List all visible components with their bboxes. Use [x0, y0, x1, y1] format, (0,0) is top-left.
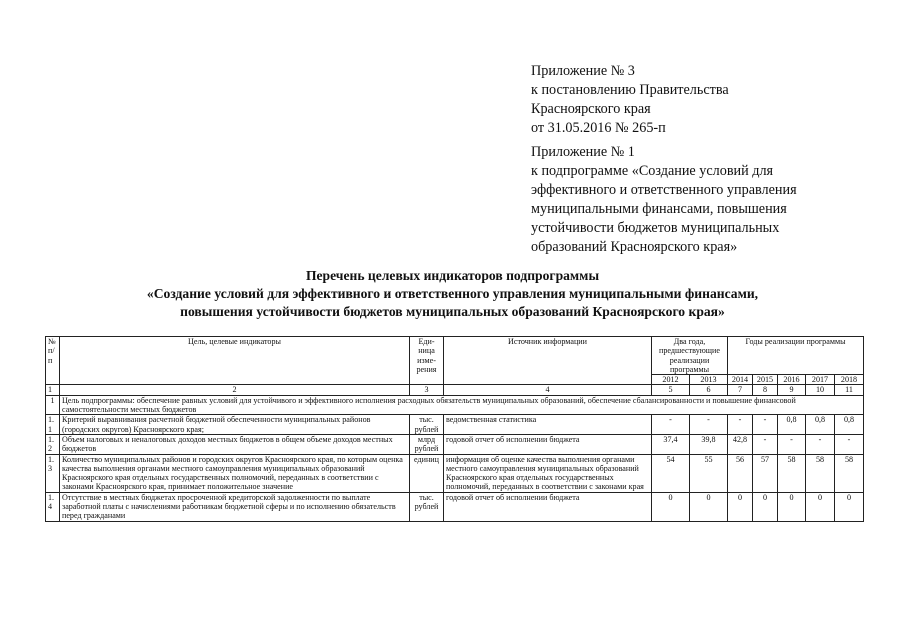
table-row — [46, 434, 864, 454]
row-value: - — [753, 415, 778, 435]
appendix-3-line: Приложение № 3 — [531, 63, 635, 79]
row-value: 0 — [753, 492, 778, 521]
title-line: «Создание условий для эффективного и ответственного управления муниципальными финансами, — [146, 286, 759, 301]
row-value: 0,8 — [835, 415, 864, 435]
appendix-1-line: устойчивости бюджетов муниципальных — [531, 220, 780, 236]
col-number: 1 — [46, 385, 60, 395]
row-unit: тыс. рублей — [410, 415, 444, 435]
document-title — [0, 267, 905, 321]
year-2017: 2017 — [806, 375, 835, 385]
row-value: 54 — [652, 454, 690, 492]
row-unit: тыс. рублей — [410, 492, 444, 521]
row-name: Объем налоговых и неналоговых доходов местных бюджетов в общем объеме доходов местных бюджетов — [60, 434, 410, 454]
header-goal: Цель, целевые индикаторы — [60, 337, 410, 385]
header-impl-years: Годы реализации программы — [728, 337, 864, 375]
row-value: 57 — [753, 454, 778, 492]
row-value: - — [690, 415, 728, 435]
row-value: - — [806, 434, 835, 454]
table-row — [46, 454, 864, 492]
row-value: - — [835, 434, 864, 454]
row-value: 0 — [652, 492, 690, 521]
row-value: 0 — [778, 492, 806, 521]
col-number: 8 — [753, 385, 778, 395]
goal-text: Цель подпрограммы: обеспечение равных условий для устойчивого и эффективного исполнения расходных обязательств муниципальных образований, обеспечение сбалансированности и повышение финансовой самостоятельности местных бюджетов — [60, 395, 864, 415]
row-value: - — [778, 434, 806, 454]
col-number: 2 — [60, 385, 410, 395]
row-name: Количество муниципальных районов и городских округов Красноярского края, по которым оценка качества выполнения органами местного самоуправления муниципальных образований Красноярского края отдельных государственных полномочий, переданных в соответствии с законами Красноярского края, принимает положительное значение — [60, 454, 410, 492]
col-number: 4 — [444, 385, 652, 395]
row-value: - — [753, 434, 778, 454]
row-source: годовой отчет об исполнении бюджета — [444, 492, 652, 521]
appendix-3-line: Красноярского края — [531, 101, 651, 117]
goal-num: 1 — [46, 395, 60, 415]
year-2012: 2012 — [652, 375, 690, 385]
appendix-1-line: муниципальными финансами, повышения — [531, 201, 787, 217]
col-number: 7 — [728, 385, 753, 395]
row-source: годовой отчет об исполнении бюджета — [444, 434, 652, 454]
title-line: Перечень целевых индикаторов подпрограммы — [305, 268, 600, 283]
row-num: 1.3 — [46, 454, 60, 492]
row-unit: единиц — [410, 454, 444, 492]
row-value: - — [728, 415, 753, 435]
header-row — [46, 337, 864, 375]
row-num: 1.4 — [46, 492, 60, 521]
row-source: ведомственная статистика — [444, 415, 652, 435]
appendix-3-line: к постановлению Правительства — [531, 82, 729, 98]
col-number: 6 — [690, 385, 728, 395]
row-name: Отсутствие в местных бюджетах просроченной кредиторской задолженности по выплате заработной платы с начислениями работникам бюджетной сферы и по исполнению обязательств перед гражданами — [60, 492, 410, 521]
row-num: 1.2 — [46, 434, 60, 454]
col-number: 11 — [835, 385, 864, 395]
header-unit: Еди-ница изме-рения — [410, 337, 444, 385]
header-num: № п/п — [46, 337, 60, 385]
col-number: 5 — [652, 385, 690, 395]
col-number: 9 — [778, 385, 806, 395]
row-num: 1.1 — [46, 415, 60, 435]
title-line: повышения устойчивости бюджетов муниципальных образований Красноярского края» — [180, 304, 725, 319]
appendix-1-line: эффективного и ответственного управления — [531, 182, 797, 198]
appendix-1-line: образований Красноярского края» — [531, 239, 738, 255]
col-number: 3 — [410, 385, 444, 395]
row-value: 0,8 — [778, 415, 806, 435]
appendix-1-line: Приложение № 1 — [531, 144, 635, 160]
row-value: 0 — [690, 492, 728, 521]
goal-row — [46, 395, 864, 415]
row-value: 55 — [690, 454, 728, 492]
year-2016: 2016 — [778, 375, 806, 385]
col-number: 10 — [806, 385, 835, 395]
year-2014: 2014 — [728, 375, 753, 385]
row-source: информация об оценке качества выполнения органами местного самоуправления муниципальных образований Красноярского края отдельных государственных полномочий, переданных в соответствии с законами края — [444, 454, 652, 492]
appendix-1-block — [531, 143, 797, 257]
year-2018: 2018 — [835, 375, 864, 385]
row-unit: млрд рублей — [410, 434, 444, 454]
year-2013: 2013 — [690, 375, 728, 385]
row-name: Критерий выравнивания расчетной бюджетной обеспеченности муниципальных районов (городских округов) Красноярского края; — [60, 415, 410, 435]
table-row — [46, 492, 864, 521]
column-number-row — [46, 385, 864, 395]
row-value: 58 — [806, 454, 835, 492]
row-value: 0 — [835, 492, 864, 521]
year-2015: 2015 — [753, 375, 778, 385]
row-value: 37,4 — [652, 434, 690, 454]
header-prev-years: Два года, предшествующие реализации программы — [652, 337, 728, 375]
appendix-3-block — [531, 62, 729, 138]
appendix-1-line: к подпрограмме «Создание условий для — [531, 163, 774, 179]
row-value: 0,8 — [806, 415, 835, 435]
row-value: 58 — [778, 454, 806, 492]
row-value: 42,8 — [728, 434, 753, 454]
table-row — [46, 415, 864, 435]
indicators-table — [45, 336, 864, 522]
row-value: 56 — [728, 454, 753, 492]
appendix-3-line: от 31.05.2016 № 265-п — [531, 120, 666, 136]
row-value: 39,8 — [690, 434, 728, 454]
header-source: Источник информации — [444, 337, 652, 385]
row-value: 0 — [728, 492, 753, 521]
row-value: 0 — [806, 492, 835, 521]
row-value: - — [652, 415, 690, 435]
row-value: 58 — [835, 454, 864, 492]
